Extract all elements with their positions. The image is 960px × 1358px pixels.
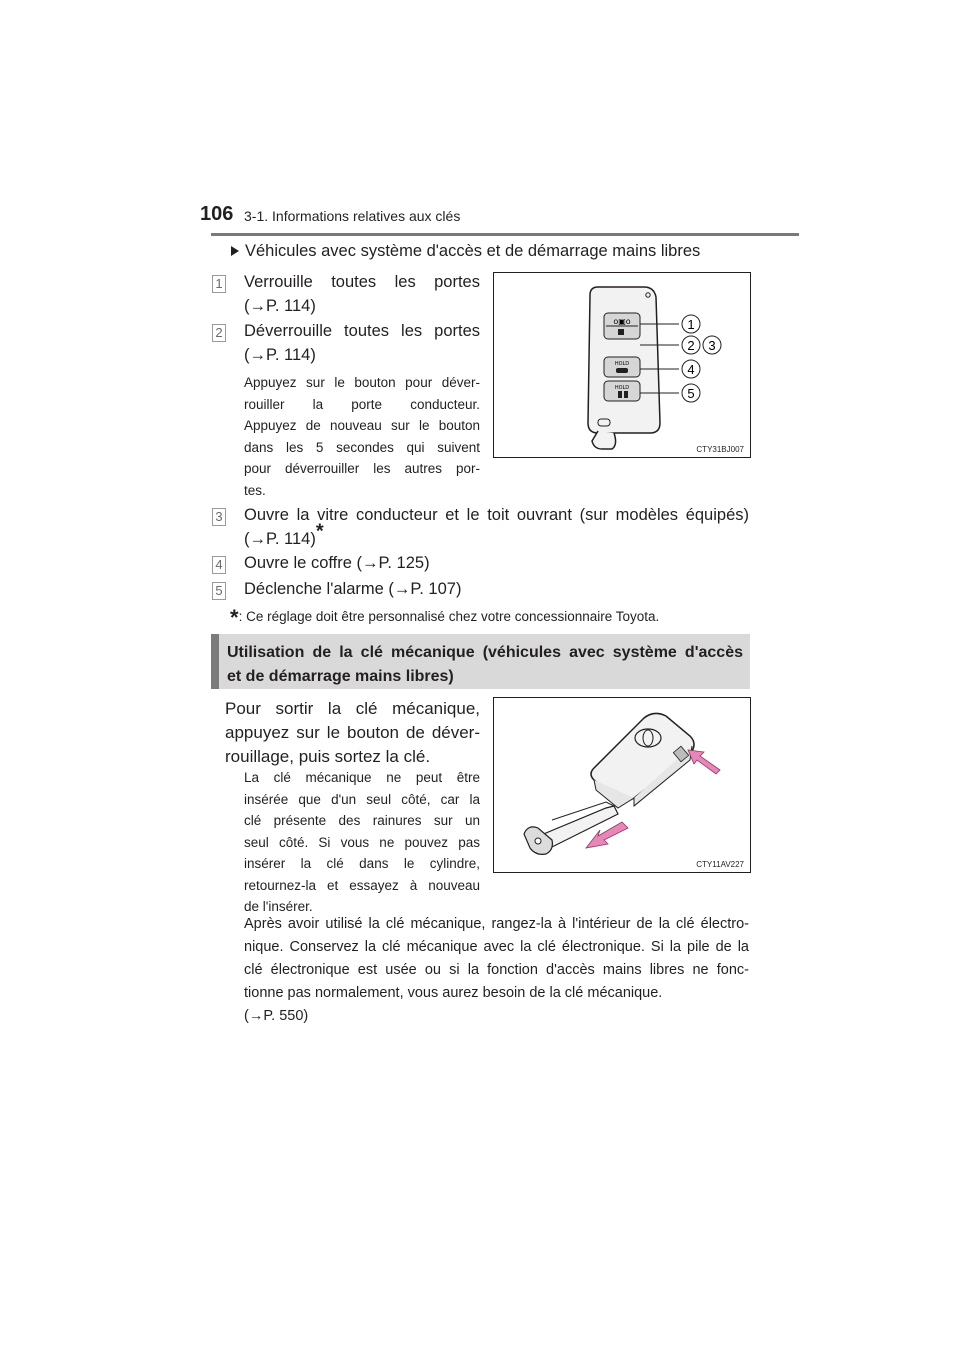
note-line: (→P. 550) <box>244 1008 309 1024</box>
note-line: nique. Conservez la clé mécanique avec la clé électronique. Si la pile de la <box>244 939 749 955</box>
note-line: retournez-la et essayez à nouveau <box>244 877 480 893</box>
section-header <box>211 634 750 689</box>
note-line: tes. <box>244 482 266 498</box>
mech-line: Pour sortir la clé mécanique, <box>225 699 480 718</box>
item-number-1: 1 <box>212 275 226 293</box>
triangle-bullet-icon <box>231 246 239 256</box>
footnote-star: * <box>315 520 324 543</box>
smart-key-illustration <box>494 273 750 457</box>
item-number-2: 2 <box>212 324 226 342</box>
item-3-line2 <box>244 520 324 551</box>
note-line: Après avoir utilisé la clé mécanique, rangez-la à l'intérieur de la clé électro- <box>244 916 749 932</box>
item-5-text: Déclenche l'alarme (→P. 107) <box>244 580 462 598</box>
mechanical-key-figure <box>493 697 751 873</box>
item-number-4: 4 <box>212 556 226 574</box>
note-line: pour déverrouiller les autres por- <box>244 461 480 476</box>
note-line: Appuyez de nouveau sur le bouton <box>244 418 480 433</box>
item-4-text: Ouvre le coffre (→P. 125) <box>244 554 430 572</box>
subheading-text: Véhicules avec système d'accès et de démarrage mains libres <box>245 242 701 260</box>
note-line: tionne pas normalement, vous aurez besoin de la clé mécanique. <box>244 985 663 1001</box>
note-line: dans les 5 secondes qui suivent <box>244 439 480 455</box>
mech-note <box>244 767 480 918</box>
section-title-line: et de démarrage mains libres) <box>227 668 454 685</box>
mech-line: rouillage, puis sortez la clé. <box>225 747 431 766</box>
item-2-line1: Déverrouille toutes les portes <box>244 322 480 340</box>
note-line: rouiller la porte conducteur. <box>244 396 480 412</box>
section-title-line: Utilisation de la clé mécanique (véhicules avec système d'accès <box>227 644 743 661</box>
callout-3: 3 <box>708 338 716 353</box>
smart-key-figure <box>493 272 751 458</box>
note-line: insérer la clé dans le cylindre, <box>244 856 480 871</box>
footnote-star: * <box>230 605 239 630</box>
subheading <box>231 242 700 261</box>
note-line: La clé mécanique ne peut être <box>244 770 480 785</box>
item-number-5: 5 <box>212 582 226 600</box>
callout-2: 2 <box>687 338 695 353</box>
footnote-text: : Ce réglage doit être personnalisé chez votre concessionnaire Toyota. <box>238 609 660 624</box>
note-line: de l'insérer. <box>244 899 313 914</box>
footnote <box>230 605 659 631</box>
mech-line: appuyez sur le bouton de déver- <box>225 723 480 742</box>
item-number-3: 3 <box>212 508 226 526</box>
svg-text:HOLD: HOLD <box>614 385 630 391</box>
after-note <box>244 913 749 1028</box>
item-2-note <box>244 372 480 501</box>
item-2-line2: (→P. 114) <box>244 346 316 364</box>
mech-paragraph <box>225 697 480 769</box>
figure-code: CTY31BJ007 <box>696 445 744 454</box>
item-3-line1: Ouvre la vitre conducteur et le toit ouvrant (sur modèles équipés) <box>244 506 749 524</box>
item-1-line1: Verrouille toutes les portes <box>244 273 480 291</box>
callout-5: 5 <box>687 386 695 401</box>
section-title <box>227 641 743 689</box>
figure-code: CTY11AV227 <box>696 860 744 869</box>
note-line: Appuyez sur le bouton pour déver- <box>244 375 480 390</box>
note-line: clé présente des rainures sur un <box>244 813 480 828</box>
header-rule <box>211 233 799 236</box>
mechanical-key-illustration <box>494 698 750 872</box>
note-line: seul côté. Si vous ne pouvez pas <box>244 834 480 850</box>
page-number: 106 <box>200 203 234 225</box>
section-accent-bar <box>211 634 219 689</box>
callout-4: 4 <box>687 362 695 377</box>
note-line: clé électronique est usée ou si la fonction d'accès mains libres ne fonc- <box>244 962 749 978</box>
note-line: insérée que d'un seul côté, car la <box>244 791 480 807</box>
item-3-ref: (→P. 114) <box>244 530 316 548</box>
callout-1: 1 <box>687 317 695 332</box>
running-title: 3-1. Informations relatives aux clés <box>244 208 461 224</box>
item-1-line2: (→P. 114) <box>244 297 316 315</box>
hold-label: HOLD <box>614 361 630 367</box>
svg-text:o▣o: o▣o <box>613 317 631 326</box>
